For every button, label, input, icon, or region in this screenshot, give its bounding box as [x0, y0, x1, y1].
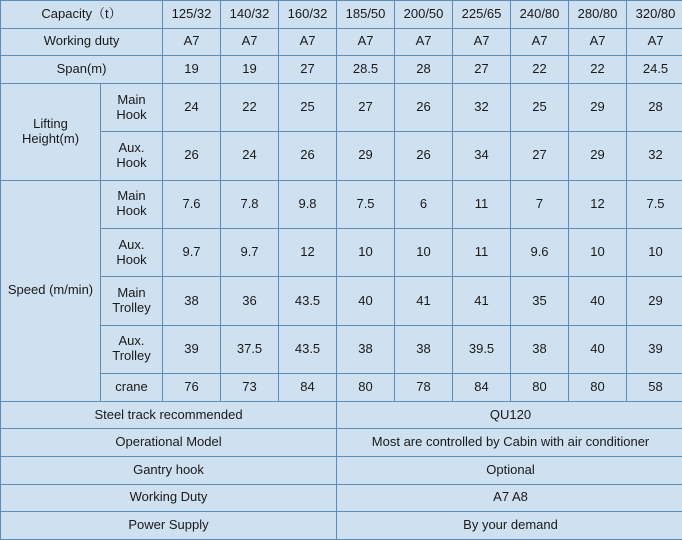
cell-value: 80 [569, 374, 627, 402]
table-row-power-supply [1, 512, 682, 540]
cell-value: 84 [279, 374, 337, 402]
cell-value: 40 [569, 325, 627, 373]
cell-value: 58 [627, 374, 682, 402]
cell-value: 38 [163, 277, 221, 325]
cell-value: 7.8 [221, 180, 279, 228]
table-row-working-duty [1, 28, 682, 56]
table-row-speed-main-trolley [1, 277, 682, 325]
cell-value: 26 [395, 132, 453, 180]
cell-value: 84 [453, 374, 511, 402]
capacity-value: 280/80 [569, 1, 627, 29]
table-row-speed-crane [1, 374, 682, 402]
cell-value: 34 [453, 132, 511, 180]
capacity-value: 160/32 [279, 1, 337, 29]
cell-value: 10 [395, 229, 453, 277]
cell-value: 24.5 [627, 56, 682, 84]
cell-value: 10 [627, 229, 682, 277]
sub-label: Main Hook [101, 83, 163, 131]
cell-value: 9.7 [221, 229, 279, 277]
footer-label: Gantry hook [1, 457, 337, 485]
table-row-speed-aux-trolley [1, 325, 682, 373]
footer-label: Steel track recommended [1, 401, 337, 429]
cell-value: 32 [453, 83, 511, 131]
capacity-label: Capacity（t） [1, 1, 163, 29]
cell-value: 39.5 [453, 325, 511, 373]
cell-value: 11 [453, 180, 511, 228]
cell-value: A7 [627, 28, 682, 56]
footer-value: QU120 [337, 401, 682, 429]
cell-value: A7 [337, 28, 395, 56]
cell-value: 41 [395, 277, 453, 325]
capacity-value: 140/32 [221, 1, 279, 29]
cell-value: 37.5 [221, 325, 279, 373]
footer-value: Optional [337, 457, 682, 485]
cell-value: 29 [569, 132, 627, 180]
cell-value: 80 [337, 374, 395, 402]
table-row-gantry-hook [1, 457, 682, 485]
sub-label: Main Trolley [101, 277, 163, 325]
capacity-value: 240/80 [511, 1, 569, 29]
speed-label: Speed (m/min) [1, 180, 101, 401]
cell-value: 10 [337, 229, 395, 277]
cell-value: A7 [395, 28, 453, 56]
cell-value: 27 [337, 83, 395, 131]
cell-value: 7.5 [337, 180, 395, 228]
table-row-steel-track [1, 401, 682, 429]
cell-value: 7 [511, 180, 569, 228]
table-row-lifting-main-hook [1, 83, 682, 131]
cell-value: 43.5 [279, 277, 337, 325]
footer-label: Power Supply [1, 512, 337, 540]
cell-value: 73 [221, 374, 279, 402]
cell-value: 36 [221, 277, 279, 325]
cell-value: 43.5 [279, 325, 337, 373]
cell-value: 25 [279, 83, 337, 131]
table-row-lifting-aux-hook [1, 132, 682, 180]
footer-label: Working Duty [1, 484, 337, 512]
cell-value: 41 [453, 277, 511, 325]
cell-value: 78 [395, 374, 453, 402]
sub-label: Aux. Hook [101, 229, 163, 277]
cell-value: 11 [453, 229, 511, 277]
cell-value: 27 [511, 132, 569, 180]
cell-value: 38 [337, 325, 395, 373]
cell-value: 26 [395, 83, 453, 131]
cell-value: A7 [221, 28, 279, 56]
cell-value: 28 [627, 83, 682, 131]
cell-value: 7.6 [163, 180, 221, 228]
capacity-value: 225/65 [453, 1, 511, 29]
cell-value: 12 [279, 229, 337, 277]
lifting-height-label: Lifting Height(m) [1, 83, 101, 180]
capacity-value: 200/50 [395, 1, 453, 29]
capacity-value: 125/32 [163, 1, 221, 29]
table-row-span [1, 56, 682, 84]
cell-value: 80 [511, 374, 569, 402]
table-row-working-duty-footer [1, 484, 682, 512]
sub-label: Aux. Trolley [101, 325, 163, 373]
sub-label: Aux. Hook [101, 132, 163, 180]
cell-value: A7 [453, 28, 511, 56]
cell-value: 19 [221, 56, 279, 84]
cell-value: 22 [221, 83, 279, 131]
cell-value: 29 [337, 132, 395, 180]
sub-label: Main Hook [101, 180, 163, 228]
cell-value: 35 [511, 277, 569, 325]
footer-value: Most are controlled by Cabin with air conditioner [337, 429, 682, 457]
cell-value: 26 [279, 132, 337, 180]
cell-value: 9.7 [163, 229, 221, 277]
cell-value: 25 [511, 83, 569, 131]
cell-value: 38 [511, 325, 569, 373]
capacity-value: 185/50 [337, 1, 395, 29]
capacity-value: 320/80 [627, 1, 682, 29]
cell-value: 40 [569, 277, 627, 325]
cell-value: 9.6 [511, 229, 569, 277]
cell-value: 27 [279, 56, 337, 84]
cell-value: 19 [163, 56, 221, 84]
cell-value: A7 [279, 28, 337, 56]
row-label: Span(m) [1, 56, 163, 84]
cell-value: A7 [163, 28, 221, 56]
cell-value: 39 [163, 325, 221, 373]
cell-value: 27 [453, 56, 511, 84]
footer-value: A7 A8 [337, 484, 682, 512]
cell-value: 9.8 [279, 180, 337, 228]
cell-value: 76 [163, 374, 221, 402]
cell-value: 6 [395, 180, 453, 228]
cell-value: 29 [569, 83, 627, 131]
table-row-speed-aux-hook [1, 229, 682, 277]
footer-label: Operational Model [1, 429, 337, 457]
cell-value: A7 [511, 28, 569, 56]
table-row-speed-main-hook [1, 180, 682, 228]
cell-value: 26 [163, 132, 221, 180]
cell-value: 22 [569, 56, 627, 84]
cell-value: 24 [221, 132, 279, 180]
cell-value: 10 [569, 229, 627, 277]
cell-value: 22 [511, 56, 569, 84]
cell-value: 38 [395, 325, 453, 373]
sub-label: crane [101, 374, 163, 402]
cell-value: 29 [627, 277, 682, 325]
cell-value: 40 [337, 277, 395, 325]
table-row-operational-model [1, 429, 682, 457]
cell-value: A7 [569, 28, 627, 56]
table-row-capacity [1, 1, 682, 29]
cell-value: 28.5 [337, 56, 395, 84]
row-label: Working duty [1, 28, 163, 56]
cell-value: 24 [163, 83, 221, 131]
footer-value: By your demand [337, 512, 682, 540]
cell-value: 39 [627, 325, 682, 373]
cell-value: 12 [569, 180, 627, 228]
cell-value: 28 [395, 56, 453, 84]
cell-value: 32 [627, 132, 682, 180]
cell-value: 7.5 [627, 180, 682, 228]
